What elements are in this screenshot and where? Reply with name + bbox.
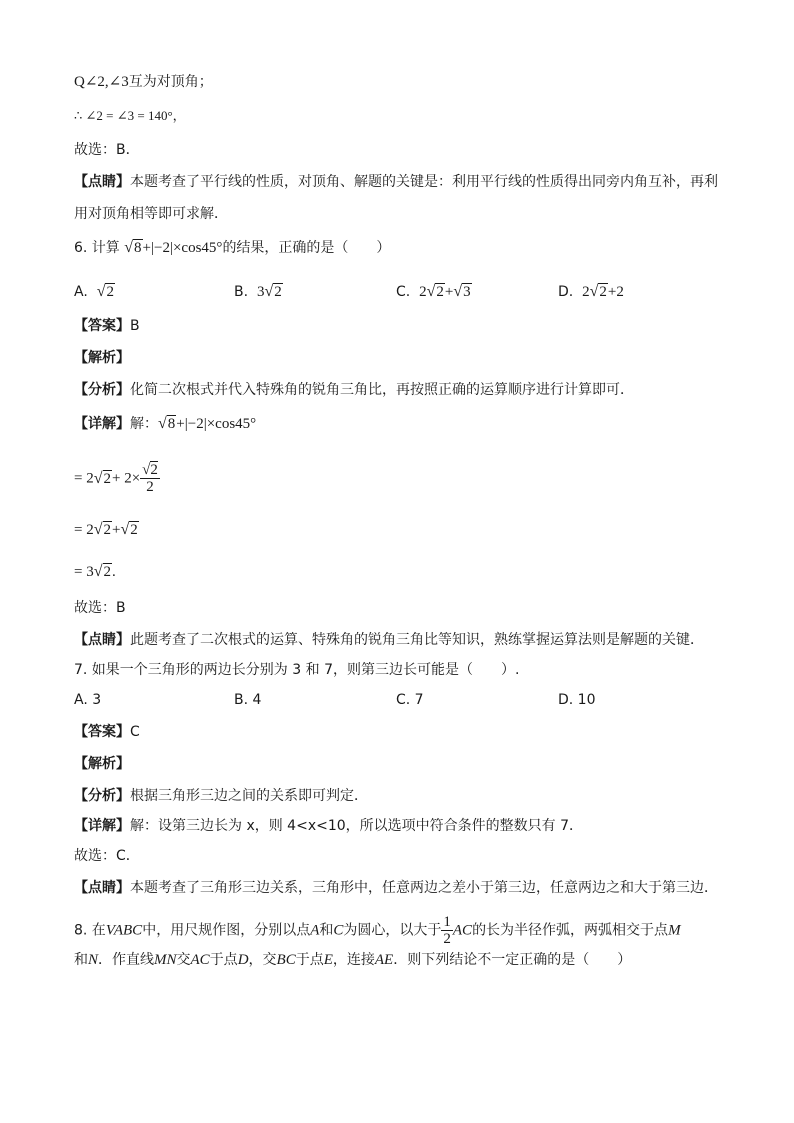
- line-choose-b: [74, 140, 140, 160]
- point-n: N: [88, 952, 99, 968]
- sqrt-2: √2: [93, 521, 111, 538]
- xiangjie-expression: +|−2|×cos45°: [176, 416, 257, 432]
- segment-ac: AC: [452, 922, 473, 939]
- segment-ac: AC: [190, 952, 210, 968]
- q6-fenxi: [74, 380, 634, 400]
- tag-jiexi: 【解析】: [74, 350, 130, 366]
- sqrt-8: √8: [124, 239, 142, 256]
- point-a: A: [310, 922, 320, 939]
- q7-jiexi: [74, 754, 130, 774]
- xiangjie-text: 解：设第三边长为 x，则 4<x<10，所以选项中符合条件的整数只有 7．: [130, 818, 584, 834]
- q7-option-b: [234, 690, 261, 710]
- plus-two: +2: [607, 284, 624, 300]
- tag-fenxi: 【分析】: [74, 788, 130, 804]
- step-prefix: = 2: [74, 522, 94, 538]
- text-dianjing: 本题考查了平行线的性质，对顶角、解题的关键是：利用平行线的性质得出同旁内角互补，再利: [130, 174, 718, 190]
- answer-value: C: [130, 724, 140, 740]
- sqrt-8: √8: [158, 415, 176, 432]
- q8-text: 的长为半径作弧，两弧相交于点: [472, 922, 669, 939]
- coef: 2: [419, 284, 427, 300]
- point-c: C: [333, 922, 344, 939]
- point-e: E: [323, 952, 333, 968]
- option-label: D.: [558, 284, 574, 300]
- sqrt-2: √2: [264, 283, 282, 300]
- q6-dianjing: [74, 630, 704, 650]
- dianjing-text: 此题考查了二次根式的运算、特殊角的锐角三角比等知识，熟练掌握运算法则是解题的关键．: [130, 632, 704, 648]
- choose-text: 故选：C．: [74, 848, 140, 864]
- tag-answer: 【答案】: [74, 724, 130, 740]
- q8-text: 于点: [295, 952, 324, 968]
- text-vertical-angles: 互为对顶角；: [128, 74, 213, 90]
- q6-tail: 的结果，正确的是（ ）: [222, 240, 391, 256]
- q8-text: 中，用尺规作图，分别以点: [142, 922, 311, 939]
- question-7: [74, 660, 519, 680]
- tag-xiangjie: 【详解】: [74, 818, 130, 834]
- xiangjie-prefix: 解：: [130, 416, 158, 432]
- fraction-half: $\frac{1}{2}$: [443, 914, 451, 947]
- line-angle-value: [74, 106, 186, 126]
- period: .: [112, 564, 116, 580]
- q6-step-3: [74, 562, 116, 582]
- q7-option-c: [396, 690, 424, 710]
- tag-dianjing: 【点睛】: [74, 632, 130, 648]
- q6-option-a: [74, 282, 115, 302]
- q6-expression: +|−2|×cos45°: [142, 240, 223, 256]
- q6-step-1: [74, 462, 160, 495]
- q7-fenxi: [74, 786, 368, 806]
- q8-text: ．则下列结论不一定正确的是（ ）: [393, 952, 632, 968]
- coef: 2: [582, 284, 590, 300]
- q8-text: 和: [319, 922, 334, 939]
- option-text: B. 4: [234, 692, 262, 708]
- step-middle: + 2×: [112, 470, 141, 487]
- question-8-line-1: [74, 914, 681, 947]
- tag-fenxi: 【分析】: [74, 382, 130, 398]
- tag-xiangjie: 【详解】: [74, 416, 130, 432]
- q7-answer: [74, 722, 140, 742]
- question-6: [74, 238, 390, 258]
- q7-choose: [74, 846, 140, 866]
- q8-text: 8. 在: [74, 922, 106, 939]
- plus: +: [444, 284, 454, 300]
- segment-ae: AE: [374, 952, 394, 968]
- answer-value: B: [130, 318, 140, 334]
- sqrt-2: √2: [426, 283, 444, 300]
- choose-text: 故选：B: [74, 600, 126, 616]
- q6-option-c: [396, 282, 472, 302]
- q8-text: ．作直线: [98, 952, 155, 968]
- line-vertical-angles: [74, 72, 213, 92]
- option-text: D. 10: [558, 692, 596, 708]
- plus: +: [112, 522, 121, 538]
- segment-bc: BC: [276, 952, 296, 968]
- text-choose: 故选：B．: [74, 142, 140, 158]
- sqrt-2: √2: [93, 469, 111, 487]
- fenxi-text: 根据三角形三边之间的关系即可判定．: [130, 788, 368, 804]
- q6-option-b: [234, 282, 283, 302]
- q6-choose: [74, 598, 126, 618]
- q8-text: ，交: [248, 952, 277, 968]
- step-prefix: = 3: [74, 564, 94, 580]
- q6-answer: [74, 316, 140, 336]
- tag-answer: 【答案】: [74, 318, 130, 334]
- q7-option-d: [558, 690, 596, 710]
- coef: 3: [256, 284, 265, 300]
- q7-xiangjie: [74, 816, 583, 836]
- dianjing-text: 本题考查了三角形三边关系，三角形中，任意两边之差小于第三边，任意两边之和大于第三边．: [130, 880, 718, 896]
- math-angles: Q∠2,∠3: [74, 74, 129, 90]
- sqrt-2: √2: [589, 283, 607, 300]
- tag-dianjing: 【点睛】: [74, 880, 130, 896]
- q7-dianjing: [74, 878, 718, 898]
- q8-text: 和: [74, 952, 88, 968]
- sqrt-2: √2: [96, 283, 114, 300]
- line-mn: MN: [154, 952, 177, 968]
- option-text: A. 3: [74, 692, 102, 708]
- q8-text: 于点: [209, 952, 238, 968]
- q7-option-a: [74, 690, 101, 710]
- text-dianjing-cont: 用对顶角相等即可求解．: [74, 206, 228, 222]
- option-label: A.: [74, 284, 88, 300]
- sqrt-2: √2: [93, 563, 111, 580]
- q7-text: 7. 如果一个三角形的两边长分别为 3 和 7，则第三边长可能是（ ）.: [74, 662, 520, 678]
- triangle-abc: VABC: [105, 922, 143, 939]
- q6-option-d: [558, 282, 624, 302]
- tag-dianjing: 【点睛】: [74, 174, 130, 190]
- question-8-line-2: [74, 950, 631, 970]
- point-d: D: [237, 952, 249, 968]
- point-m: M: [668, 922, 681, 939]
- q6-jiexi: [74, 348, 130, 368]
- line-dianjing-5: [74, 172, 718, 192]
- q8-text: 为圆心，以大于: [343, 922, 442, 939]
- sqrt-3: √3: [453, 283, 471, 300]
- step-prefix: = 2: [74, 470, 94, 487]
- sqrt-2: √2: [120, 521, 138, 538]
- q6-step-2: [74, 520, 139, 540]
- q8-text: ，连接: [332, 952, 375, 968]
- q6-xiangjie: [74, 414, 256, 434]
- option-text: C. 7: [396, 692, 424, 708]
- option-label: B.: [234, 284, 249, 300]
- fraction-sqrt2-over-2: $\frac{√2}{2}$: [142, 462, 158, 495]
- fenxi-text: 化简二次根式并代入特殊角的锐角三角比，再按照正确的运算顺序进行计算即可．: [130, 382, 634, 398]
- q8-text: 交: [176, 952, 191, 968]
- q6-number: 6. 计算: [74, 240, 120, 256]
- line-dianjing-5-cont: [74, 204, 228, 224]
- option-label: C.: [396, 284, 411, 300]
- tag-jiexi: 【解析】: [74, 756, 130, 772]
- math-angle-equals: ∴ ∠2 = ∠3 = 140°，: [74, 108, 186, 123]
